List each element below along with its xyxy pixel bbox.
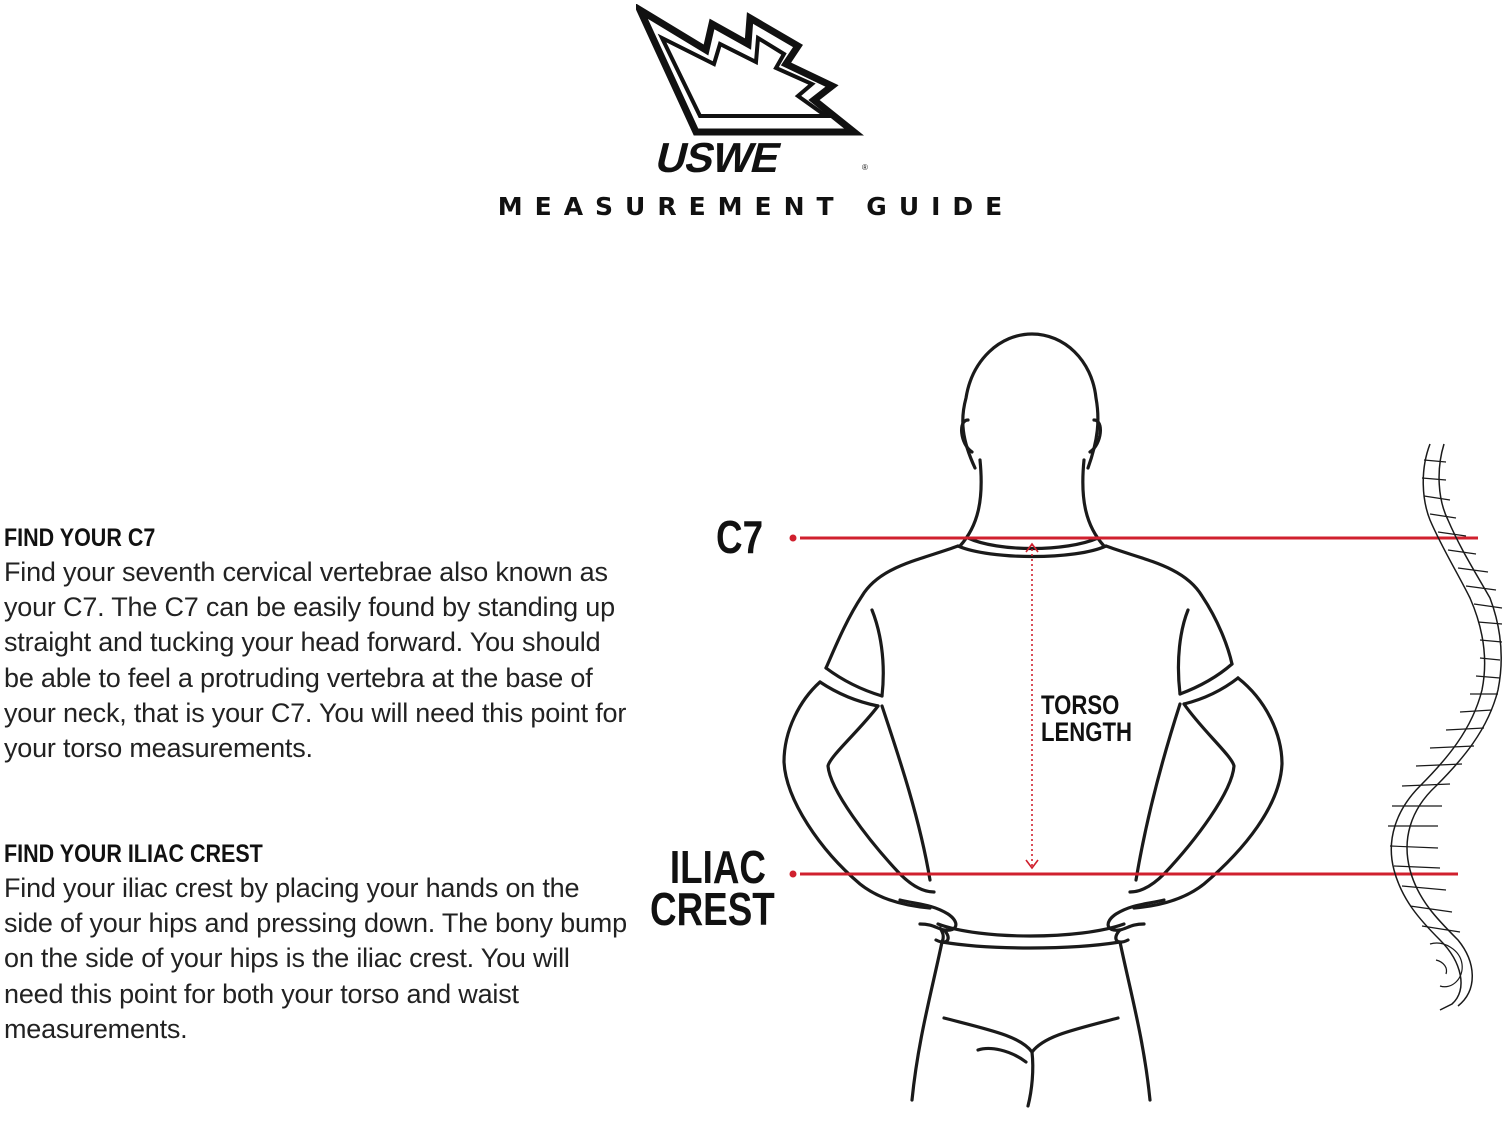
torso-length-arrow (1026, 544, 1038, 868)
torso-label-line2: LENGTH (1041, 717, 1133, 747)
spine-illustration (1388, 444, 1502, 1010)
logo-wordmark: USWE (651, 134, 785, 182)
section-heading: FIND YOUR ILIAC CREST (4, 840, 263, 868)
iliac-measure-line (790, 871, 1459, 878)
c7-label: C7 (716, 511, 764, 563)
head-outline (963, 334, 1098, 468)
torso-length-label (1041, 692, 1132, 746)
torso-label-line1: TORSO (1041, 690, 1120, 720)
section-heading: FIND YOUR C7 (4, 524, 156, 552)
section-body: Find your iliac crest by placing your hands on the side of your hips and pressing down. The bony bump on the side of your hips is the iliac crest. You will need this point for both your torso and waist measurements. (4, 873, 627, 1044)
section-body: Find your seventh cervical vertebrae also known as your C7. The C7 can be easily found by standing up straight and tucking your head forward. You should be able to feel a protruding vertebra at the base of your neck, that is your C7. You will need this point for your torso measurements. (4, 557, 627, 764)
svg-text:®: ® (862, 163, 868, 172)
iliac-label-line1: ILIAC (669, 841, 766, 893)
page-title: MEASUREMENT GUIDE (497, 192, 1015, 221)
iliac-label-line2: CREST (650, 883, 775, 935)
c7-measure-line (790, 535, 1479, 542)
iliac-crest-label (650, 841, 775, 935)
